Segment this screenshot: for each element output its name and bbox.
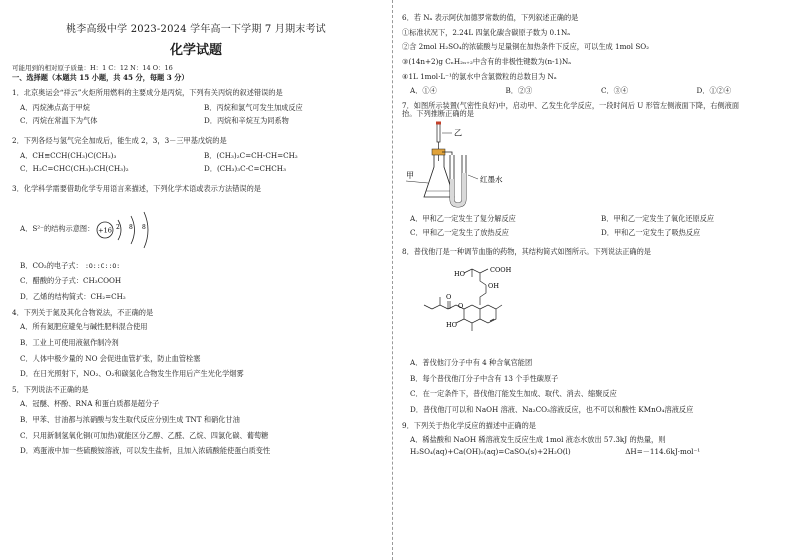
question-1-options	[12, 104, 380, 131]
option-d: D．甲和乙一定发生了吸热反应	[601, 227, 701, 237]
label-ho-top: HO	[454, 270, 465, 279]
question-6-stem: 6．若 Nₐ 表示阿伏加德罗常数的值，下列叙述正确的是	[402, 13, 579, 22]
right-column	[402, 14, 784, 457]
label-oh: OH	[488, 282, 499, 291]
option-b: B．甲和乙一定发生了氧化还原反应	[601, 214, 715, 224]
option-b: B．CO₂的电子式：	[20, 260, 83, 270]
option-c: C．人体中极少量的 NO 会促进血管扩张，防止血管栓塞	[20, 353, 201, 363]
question-7-stem	[402, 102, 784, 119]
option-d: D．普伐他汀可以和 NaOH 溶液、Na₂CO₃溶液反应，也不可以和酸性 KMnO₄溶液反应	[410, 404, 694, 414]
equation-text: H₂SO₄(aq)+Ca(OH)₂(aq)=CaSO₄(s)+2H₂O(l)	[410, 446, 571, 456]
enthalpy-change: ΔH=－114.6kJ·mol⁻¹	[625, 446, 701, 456]
option-d: D．丙烷和辛烷互为同系物	[204, 116, 289, 126]
question-3-stem: 3．化学科学需要借助化学专用语言来描述，下列化学术语或表示方法错误的是	[12, 183, 261, 193]
question-7-options	[402, 215, 784, 242]
label-ester-o: O	[458, 302, 464, 311]
option-d: D．鸡蛋液中加一些硫酸铵溶液，可以发生盐析，且加入浓硫酸能使蛋白质变性	[20, 446, 271, 456]
statement-3: ③(14n+2)g CₙH₂ₙ₊₂中含有的非极性键数为(n-1)Nₐ	[402, 56, 572, 66]
option-a: A．冠醚、杯酚、RNA 和蛋白质都是超分子	[20, 399, 160, 409]
statement-1: ①标准状况下，2.24L 四氯化碳含碳原子数为 0.1Nₐ	[402, 27, 571, 37]
option-b: B．甲苯、甘油都与浓硝酸与发生取代反应分别生成 TNT 和硝化甘油	[20, 415, 240, 425]
option-c: C．在一定条件下，普伐他汀能发生加成、取代、消去、缩聚反应	[410, 389, 617, 399]
label-jia: 甲	[406, 171, 414, 181]
option-c: C．醋酸的分子式：CH₃COOH	[20, 276, 122, 286]
option-c: C．只用新制氢氧化铜(可加热)就能区分乙醇、乙醛、乙烷、四氯化碳、葡萄糖	[20, 430, 269, 440]
option-a-row	[12, 208, 380, 252]
option-a: A．CH≡CCH(CH₃)C(CH₃)₃	[20, 150, 117, 160]
u-tube-apparatus-figure	[404, 121, 544, 213]
question-8-stem: 8．普伐他汀是一种调节血脂的药物，其结构简式如图所示。下列说法正确的是	[402, 247, 651, 257]
subject-title: 化学试题	[169, 43, 222, 58]
option-b: B．②③	[505, 86, 533, 96]
option-d: D．①②④	[696, 86, 732, 96]
question-7-stem-line-1: 7．如图所示装置(气密性良好)中，启动甲、乙发生化学反应，一段时间后 U 形管左侧液面下降，右侧液面	[402, 100, 740, 110]
column-divider	[392, 0, 393, 560]
statement-4: ④1L 1mol·L⁻¹的氯水中含氯微粒的总数目为 Nₐ	[402, 71, 557, 81]
shell-2-count: 8	[129, 223, 134, 231]
label-ho-ring: HO	[446, 321, 457, 330]
pravastatin-structure-figure	[406, 263, 556, 355]
question-2-options	[12, 152, 380, 179]
question-1-stem: 1．北京奥运会“祥云”火炬所用燃料的主要成分是丙烷，下列有关丙烷的叙述错误的是	[12, 88, 283, 98]
option-d: D．在日光照射下，NO₂、O₂和碳氢化合物发生作用后产生光化学烟雾	[20, 369, 244, 379]
option-a: A．稀盐酸和 NaOH 稀溶液发生反应生成 1mol 液态水放出 57.3kJ 的热量，则	[410, 435, 666, 445]
option-a: A．丙烷沸点高于甲烷	[20, 102, 90, 112]
option-c: C．丙烷在常温下为气体	[20, 116, 98, 126]
question-9-stem: 9．下列关于热化学反应的描述中正确的是	[402, 420, 536, 430]
relative-atomic-masses: 可能用到的相对原子质量：H：1 C：12 N：14 O：16	[12, 63, 173, 72]
question-6-options	[402, 87, 784, 96]
question-5-stem: 5．下列说法不正确的是	[12, 384, 89, 394]
option-b-row	[12, 262, 380, 271]
section-heading: 一、选择题（本题共 15 小题，共 45 分，每题 3 分）	[12, 73, 189, 83]
shell-3-count: 8	[142, 223, 147, 231]
label-cooh: COOH	[490, 266, 512, 275]
option-a: A．所有氮肥应避免与碱性肥料混合使用	[20, 322, 148, 332]
option-c: C．③④	[601, 86, 629, 96]
thermochemical-equation	[402, 448, 784, 457]
option-a: A．①④	[410, 86, 437, 96]
exam-title: 桃李高级中学 2023-2024 学年高一下学期 7 月期末考试	[66, 24, 326, 35]
option-b: B．丙烷和氯气可发生加成反应	[204, 102, 303, 112]
option-a: A．S²⁻的结构示意图：	[20, 224, 95, 234]
option-a: A．甲和乙一定发生了复分解反应	[410, 214, 516, 224]
option-b: B．(CH₃)₂C=CH-CH=CH₂	[204, 150, 298, 160]
label-red-ink: 红墨水	[480, 175, 503, 185]
option-b: B．工业上可使用液氨作制冷剂	[20, 337, 119, 347]
sulfide-ion-structure-diagram	[94, 208, 164, 252]
question-4-stem: 4．下列关于氮及其化合物说法，不正确的是	[12, 307, 154, 317]
option-d: D．乙烯的结构简式：CH₂=CH₂	[20, 291, 126, 301]
option-d: D．(CH₃)₃C-C=CHCH₃	[204, 164, 286, 174]
left-column	[12, 18, 380, 463]
option-a: A．普伐他汀分子中有 4 种含氧官能团	[410, 358, 533, 368]
nucleus-label: +16	[98, 226, 113, 235]
shell-1-count: 2	[116, 223, 121, 231]
option-b: B．每个普伐他汀分子中含有 13 个手性碳原子	[410, 373, 559, 383]
statement-2: ②含 2mol H₂SO₄的浓硫酸与足量铜在加热条件下反应，可以生成 1mol SO₂	[402, 42, 650, 52]
option-c: C．甲和乙一定发生了放热反应	[410, 227, 509, 237]
question-7-stem-line-2: 抬。下列推断正确的是	[402, 109, 474, 119]
label-yi: 乙	[454, 128, 462, 138]
question-2-stem: 2．下列各烃与氢气完全加成后，能生成 2，3，3－三甲基戊烷的是	[12, 135, 227, 145]
label-carbonyl-o: O	[446, 293, 452, 302]
option-c: C．H₂C=CHC(CH₃)₂CH(CH₃)₂	[20, 164, 129, 174]
co2-electron-formula: :O::C::O:	[84, 261, 121, 270]
